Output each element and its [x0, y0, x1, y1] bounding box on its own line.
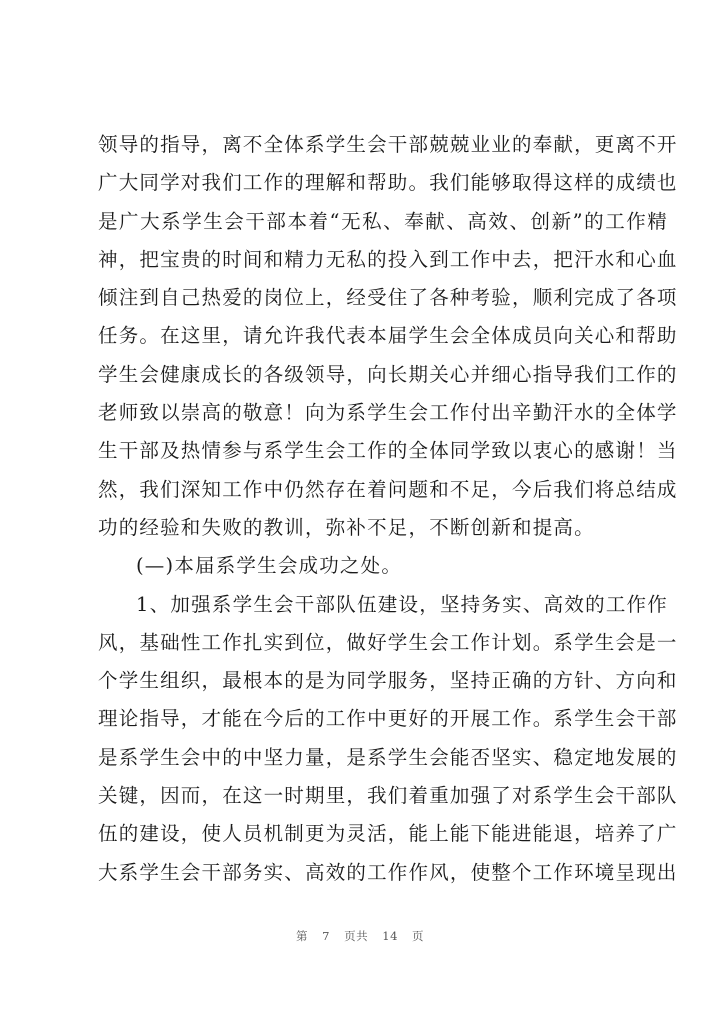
text-line: 伍的建设，使人员机制更为灵活，能上能下能进能退，培养了广	[98, 822, 678, 846]
footer-label-ye: 页	[412, 929, 425, 943]
text-line: 是广大系学生会干部本着“无私、奉献、高效、创新”的工作精	[98, 209, 668, 233]
text-line: 大系学生会干部务实、高效的工作作风，使整个工作环境呈现出	[98, 860, 678, 884]
text-line: 是系学生会中的中坚力量，是系学生会能否坚实、稳定地发展的	[98, 745, 678, 769]
text-line: 理论指导，才能在今后的工作中更好的开展工作。系学生会干部	[98, 707, 678, 731]
text-line: 个学生组织，最根本的是为同学服务，坚持正确的方针、方向和	[98, 669, 678, 693]
body-text	[98, 126, 678, 892]
text-line: 任务。在这里，请允许我代表本届学生会全体成员向关心和帮助	[98, 324, 678, 348]
text-line: 学生会健康成长的各级领导，向长期关心并细心指导我们工作的	[98, 362, 678, 386]
text-line: 生干部及热情参与系学生会工作的全体同学致以衷心的感谢！当	[98, 439, 678, 463]
footer-label-di: 第	[295, 929, 308, 943]
footer-label-ye-gong: 页共	[344, 929, 369, 943]
text-line: 老师致以崇高的敬意！向为系学生会工作付出辛勤汗水的全体学	[98, 401, 678, 425]
current-page-number: 7	[322, 929, 330, 943]
text-line: 广大同学对我们工作的理解和帮助。我们能够取得这样的成绩也	[98, 171, 678, 195]
page-footer	[0, 928, 720, 944]
text-line: 功的经验和失败的教训，弥补不足，不断创新和提高。	[98, 515, 595, 539]
section-heading: (—)本届系学生会成功之处。	[136, 554, 403, 578]
total-page-count: 14	[382, 929, 398, 943]
text-line: 关键，因而，在这一时期里，我们着重加强了对系学生会干部队	[98, 784, 678, 808]
text-line: 然，我们深知工作中仍然存在着问题和不足，今后我们将总结成	[98, 477, 678, 501]
text-line: 倾注到自己热爱的岗位上，经受住了各种考验，顺利完成了各项	[98, 286, 678, 310]
paragraph-first-line: 1、加强系学生会干部队伍建设，坚持务实、高效的工作作	[136, 592, 668, 616]
text-line: 领导的指导，离不全体系学生会干部兢兢业业的奉献，更离不开	[98, 133, 678, 156]
text-line: 神，把宝贵的时间和精力无私的投入到工作中去，把汗水和心血	[98, 247, 678, 271]
text-line: 风，基础性工作扎实到位，做好学生会工作计划。系学生会是一	[98, 630, 678, 654]
